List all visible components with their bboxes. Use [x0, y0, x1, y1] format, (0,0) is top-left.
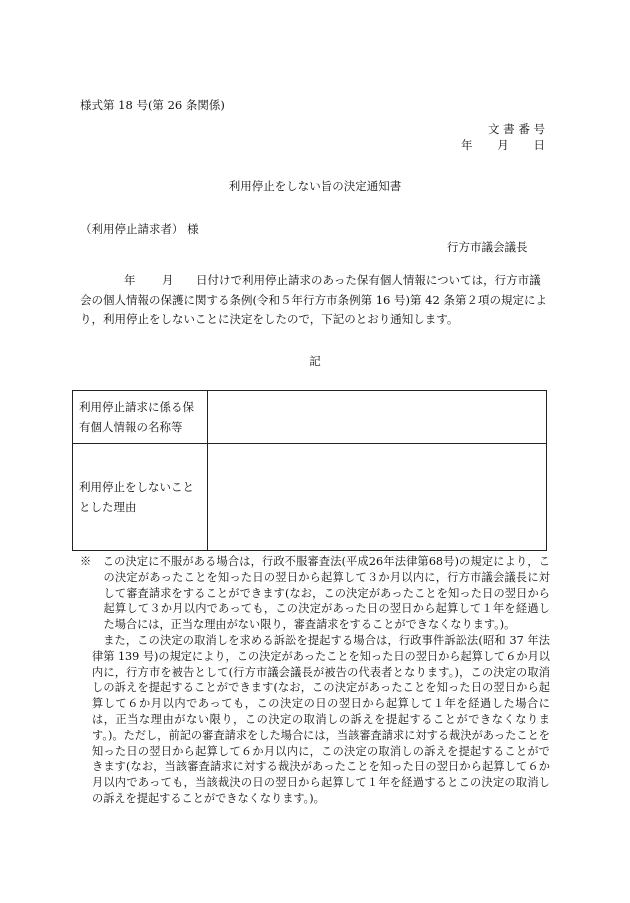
date-line: [461, 137, 545, 153]
note-paragraph-2: また，この決定の取消しを求める訴訟を提起する場合は，行政事件訴訟法(昭和 37 年法律第 139 号)の規定により，この決定があったことを知った日の翌日から起算して６か月以内に，行方市を被告として(行方市議会議長が被告の代表者となります。)，この決定の取消しの訴えを提起することができます(なお，この決定があったことを知った日の翌日から起算して６か月以内であっても，この決定の日の翌日から起算して１年を経過した場合には，正当な理由がない限り，この決定の取消しの訴えを提起することができなくなります。)。ただし，前記の審査請求をした場合には，当該審査請求に対する裁決があったことを知った日の翌日から起算して６か月以内に，この決定の取消しの訴えを提起することができます(なお，当該審査請求に対する裁決があったことを知った日の翌日から起算して６か月以内であっても，当該裁決の日の翌日から起算して１年を経過するとこの決定の取消しの訴えを提起することができなくなります。)。: [92, 633, 550, 805]
row1-label-line2: 有個人情報の名称等: [79, 420, 183, 434]
date-day: 日: [533, 138, 545, 152]
body-date-month: 月: [162, 273, 174, 287]
ki-heading: 記: [309, 354, 321, 368]
body-text: 会の個人情報の保護に関する条例(令和５年行方市条例第 16 号)第 42 条第２項の規定により，利用停止をしないことに決定をしたので，下記のとおり通知します。: [80, 293, 547, 326]
row2-label: [73, 444, 208, 551]
recipient: （利用停止請求者） 様: [80, 222, 199, 236]
document-title: 利用停止をしない旨の決定通知書: [228, 179, 402, 193]
row1-label: [73, 391, 208, 444]
form-number: 様式第 18 号(第 26 条関係): [80, 98, 225, 112]
date-year: 年: [461, 138, 473, 152]
appeal-note: [80, 554, 550, 807]
table-row: [73, 444, 547, 551]
info-table: [72, 390, 547, 551]
note-paragraph-1: [80, 554, 550, 633]
row2-label-line1: 利用停止をしないこと: [79, 480, 194, 494]
row1-value[interactable]: [208, 391, 547, 444]
body-date-year: 年: [124, 273, 136, 287]
issuer: 行方市議会議長: [447, 240, 528, 254]
note-p1-text: この決定に不服がある場合は，行政不服審査法(平成26年法律第68号)の規定により，この決定があったことを知った日の翌日から起算して３か月以内に，行方市議会議長に対して審査請求をすることができます(なお，この決定があったことを知った日の翌日から起算して３か月以内であっても，この決定があった日の翌日から起算して１年を経過した場合には，正当な理由がない限り，審査請求をすることができなくなります。)。: [102, 555, 550, 632]
row2-label-line2: とした理由: [79, 500, 137, 514]
row1-label-line1: 利用停止請求に係る保: [79, 400, 194, 414]
note-mark: ※: [80, 555, 92, 568]
row2-value[interactable]: [208, 444, 547, 551]
document-number-label: 文 書 番 号: [488, 122, 545, 136]
table-row: [73, 391, 547, 444]
date-month: 月: [497, 138, 509, 152]
body-text-line1: 日付けで利用停止請求のあった保有個人情報については，行方市議: [196, 273, 541, 287]
